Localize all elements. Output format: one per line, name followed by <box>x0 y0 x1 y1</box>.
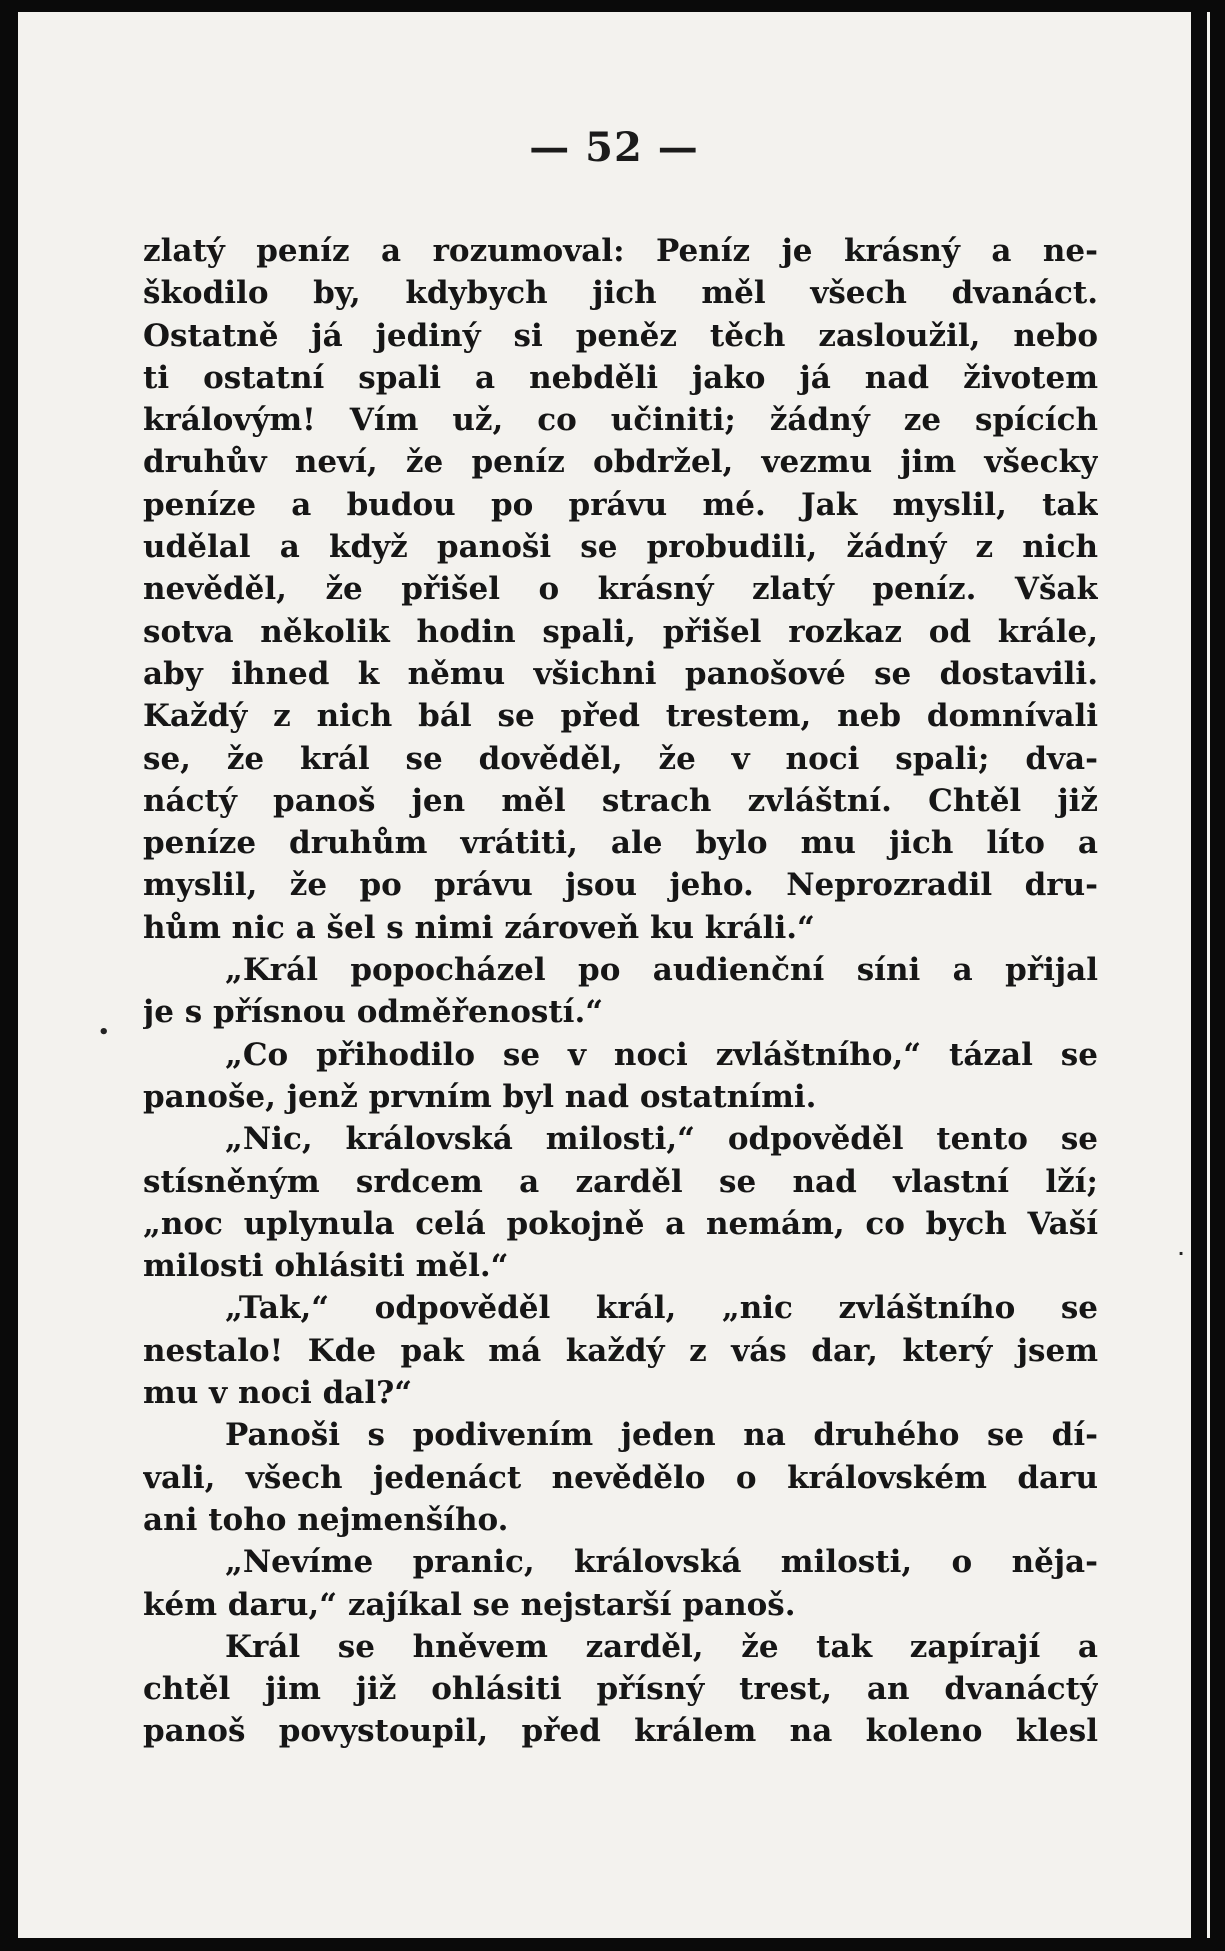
text-line: „Nic, královská milosti,“ odpověděl tento se <box>225 1121 1098 1158</box>
text-line: ani toho nejmenšího. <box>143 1501 509 1538</box>
text-line: mu v noci dal?“ <box>143 1375 413 1412</box>
text-line: se, že král se dověděl, že v noci spali; dva- <box>143 740 1098 777</box>
text-line: chtěl jim již ohlásiti přísný trest, an dvanáctý <box>143 1671 1098 1708</box>
text-line: stísněným srdcem a zarděl se nad vlastní lží; <box>143 1163 1098 1200</box>
text-line: nevěděl, že přišel o krásný zlatý peníz. Však <box>143 571 1098 608</box>
text-line: je s přísnou odměřeností.“ <box>143 994 604 1031</box>
text-line: „Nevíme pranic, královská milosti, o něja- <box>225 1544 1098 1581</box>
text-line: Panoši s podivením jeden na druhého se dí- <box>225 1417 1098 1454</box>
text-line: „Tak,“ odpověděl král, „nic zvláštního se <box>225 1290 1098 1327</box>
scan-edge <box>1191 0 1207 1951</box>
text-line: peníze a budou po právu mé. Jak myslil, tak <box>143 486 1098 523</box>
book-page <box>18 12 1210 1938</box>
text-line: Každý z nich bál se před trestem, neb domnívali <box>143 698 1098 735</box>
text-line: královým! Vím už, co učiniti; žádný ze spících <box>143 402 1098 439</box>
text-line: „Co přihodilo se v noci zvláštního,“ tázal se <box>225 1036 1098 1073</box>
text-line: druhův neví, že peníz obdržel, vezmu jim všecky <box>143 444 1098 481</box>
text-line: Ostatně já jediný si peněz těch zasloužil, nebo <box>143 317 1098 354</box>
text-line: „noc uplynula celá pokojně a nemám, co bych Vaší <box>143 1205 1098 1242</box>
text-line: kém daru,“ zajíkal se nejstarší panoš. <box>143 1586 796 1623</box>
margin-speck: • <box>98 1022 110 1043</box>
text-line: udělal a když panoši se probudili, žádný z nich <box>143 529 1098 566</box>
text-line: panoš povystoupil, před králem na koleno klesl <box>143 1713 1098 1750</box>
text-line: hům nic a šel s nimi zároveň ku králi.“ <box>143 909 815 946</box>
margin-speck: · <box>1178 1244 1185 1263</box>
text-line: panoše, jenž prvním byl nad ostatními. <box>143 1078 817 1115</box>
text-line: peníze druhům vrátiti, ale bylo mu jich líto a <box>143 825 1098 862</box>
text-line: „Král popocházel po audienční síni a přijal <box>225 952 1098 989</box>
page-number: — 52 — <box>529 124 699 171</box>
text-line: škodilo by, kdybych jich měl všech dvanáct. <box>143 275 1098 312</box>
text-line: sotva několik hodin spali, přišel rozkaz od krále, <box>143 613 1098 650</box>
text-line: ti ostatní spali a nebděli jako já nad životem <box>143 359 1098 396</box>
text-line: náctý panoš jen měl strach zvláštní. Chtěl již <box>143 782 1098 819</box>
text-line: vali, všech jedenáct nevědělo o královském daru <box>143 1459 1098 1496</box>
text-line: milosti ohlásiti měl.“ <box>143 1248 509 1285</box>
text-line: zlatý peníz a rozumoval: Peníz je krásný a ne- <box>143 233 1098 269</box>
text-line: aby ihned k němu všichni panošové se dostavili. <box>143 655 1098 692</box>
text-line: nestalo! Kde pak má každý z vás dar, který jsem <box>143 1332 1098 1369</box>
body-text <box>143 230 1098 1753</box>
text-line: Král se hněvem zarděl, že tak zapírají a <box>225 1628 1098 1665</box>
text-line: myslil, že po právu jsou jeho. Neprozradil dru- <box>143 867 1098 904</box>
